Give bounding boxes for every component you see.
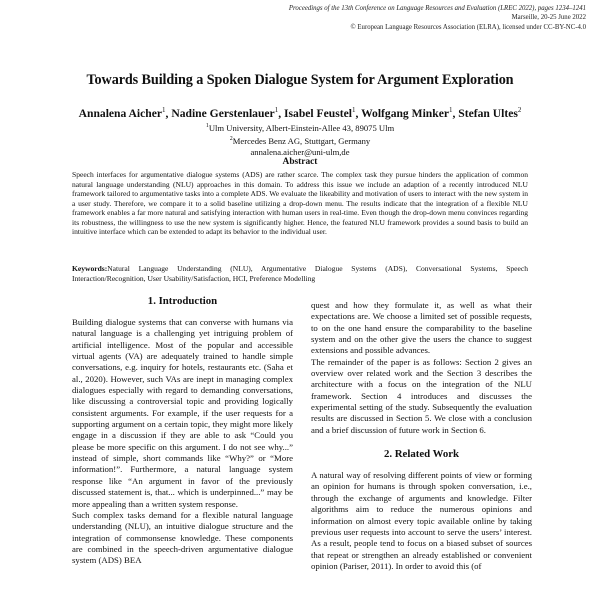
keywords	[72, 264, 528, 283]
place-line: Marseille, 20-25 June 2022	[511, 14, 586, 22]
author: Annalena Aicher$^1$,	[78, 106, 172, 120]
keywords-label: Keywords:	[72, 264, 108, 273]
abstract-heading: Abstract	[282, 157, 318, 167]
author: Nadine Gerstenlauer$^1$,	[171, 106, 285, 120]
paragraph: Such complex tasks demand for a flexible natural language understanding (NLU), an intuitive dialogue structure and the integration of commonsense knowledge. These components are combined in the speech-driven argumentative dialogue system (ADS) BEA	[72, 509, 293, 566]
paper-title: Towards Building a Spoken Dialogue System for Argument Exploration	[86, 72, 514, 88]
affiliation: $^2$Mercedes Benz AG, Stuttgart, Germany	[229, 135, 371, 146]
venue-line: Proceedings of the 13th Conference on Language Resources and Evaluation (LREC 2022), pages 1234–1241	[288, 5, 586, 12]
paragraph: The remainder of the paper is as follows: Section 2 gives an overview over related work and the Section 3 describes the architecture with a focus on the integration of the NLU framework. Section 4 introduces and discusses the experimental setting of the study. Subsequently the evaluation results are discussed in Section 5. We close with a conclusion and a brief discussion of future work in Section 6.	[311, 356, 532, 435]
right-column	[311, 300, 532, 572]
author: Stefan Ultes$^2$	[458, 106, 522, 120]
paragraph: A natural way of resolving different points of view or forming an opinion for humans is through spoken conversation, i.e., through the exchange of arguments and knowledge. Filter algorithms aim to reduce the numerous opinions and information on almost every topic available online by taking previous user requests into account to serve the users’ interest. As a result, people tend to focus on a biased subset of sources that repeat or strengthen an already established or convenient opinion (Pariser, 2011). In order to avoid this (of	[311, 470, 532, 571]
paragraph: quest and how they formulate it, as well as what their expectations are. We choose a limited set of possible requests, to on the one hand ensure the comparability to the baseline system and on the other give the users the chance to suggest extensions and possible advances.	[311, 300, 532, 356]
affiliations	[0, 121, 600, 158]
author: Isabel Feustel$^1$,	[284, 106, 362, 120]
left-column	[72, 295, 293, 567]
page-header	[156, 4, 586, 32]
license-line: © European Language Resources Association (ELRA), licensed under CC-BY-NC-4.0	[350, 23, 586, 31]
section-heading-introduction: 1. Introduction	[147, 295, 218, 307]
keywords-text: Natural Language Understanding (NLU), Argumentative Dialogue Systems (ADS), Conversational Systems, Speech Interaction/Recognition, User Usability/Satisfaction, HCI, Preference Modelling	[72, 264, 528, 283]
section-heading-related-work: 2. Related Work	[383, 448, 460, 461]
author-email: annalena.aicher@uni-ulm,de	[250, 147, 350, 158]
abstract-text: Speech interfaces for argumentative dialogue systems (ADS) are rather scarce. The complex task they pursue hinders the application of common natural language understanding (NLU) approaches in this domain. To address this issue we include an adaption of a recently introduced NLU framework tailored to argumentative tasks into a complete ADS. We evaluate the likeability and motivation of users to interact with the new system in a user study. Therefore, we compare it to a solid baseline utilizing a drop-down menu. The results indicate that the integration of a flexible NLU framework enables a far more natural and satisfying interaction with human users in real-time. Even though the drop-down menu convinces regarding its robustness, the willingness to use the new system is significantly higher. Hence, the featured NLU framework provides a sound basis to build an intuitive interface which can be extended to adapt its behavior to the individual user.	[72, 170, 528, 237]
affiliation: $^1$Ulm University, Albert-Einstein-Allee 43, 89075 Ulm	[205, 122, 395, 133]
paragraph: Building dialogue systems that can converse with humans via natural language is a challenging yet intriguing problem of artificial intelligence. Most of the popular and accessible virtual agents (VA) are adequately trained to handle simple conversations, e.g. inquiry for hotels, restaurants etc. (Saha et al., 2020). However, such VAs are inept in managing complex dialogues especially with regard to demanding conversations, like discussing a controversial topic and providing logically consistent arguments. For example, if the user requests for a supporting argument on a certain topic, they might more likely engage in a discussion if they are able to ask “Could you please be more specific on this argument. I do not see why...” instead of simple, short commands like “Why?” or “More information!”. Furthermore, a natural language system response like “An argument in favor of the previously discussed statement is, that... which is underpinned...” may be more appealing than a written system response.	[72, 317, 293, 509]
author-list	[0, 106, 600, 120]
author: Wolfgang Minker$^1$,	[361, 106, 459, 120]
